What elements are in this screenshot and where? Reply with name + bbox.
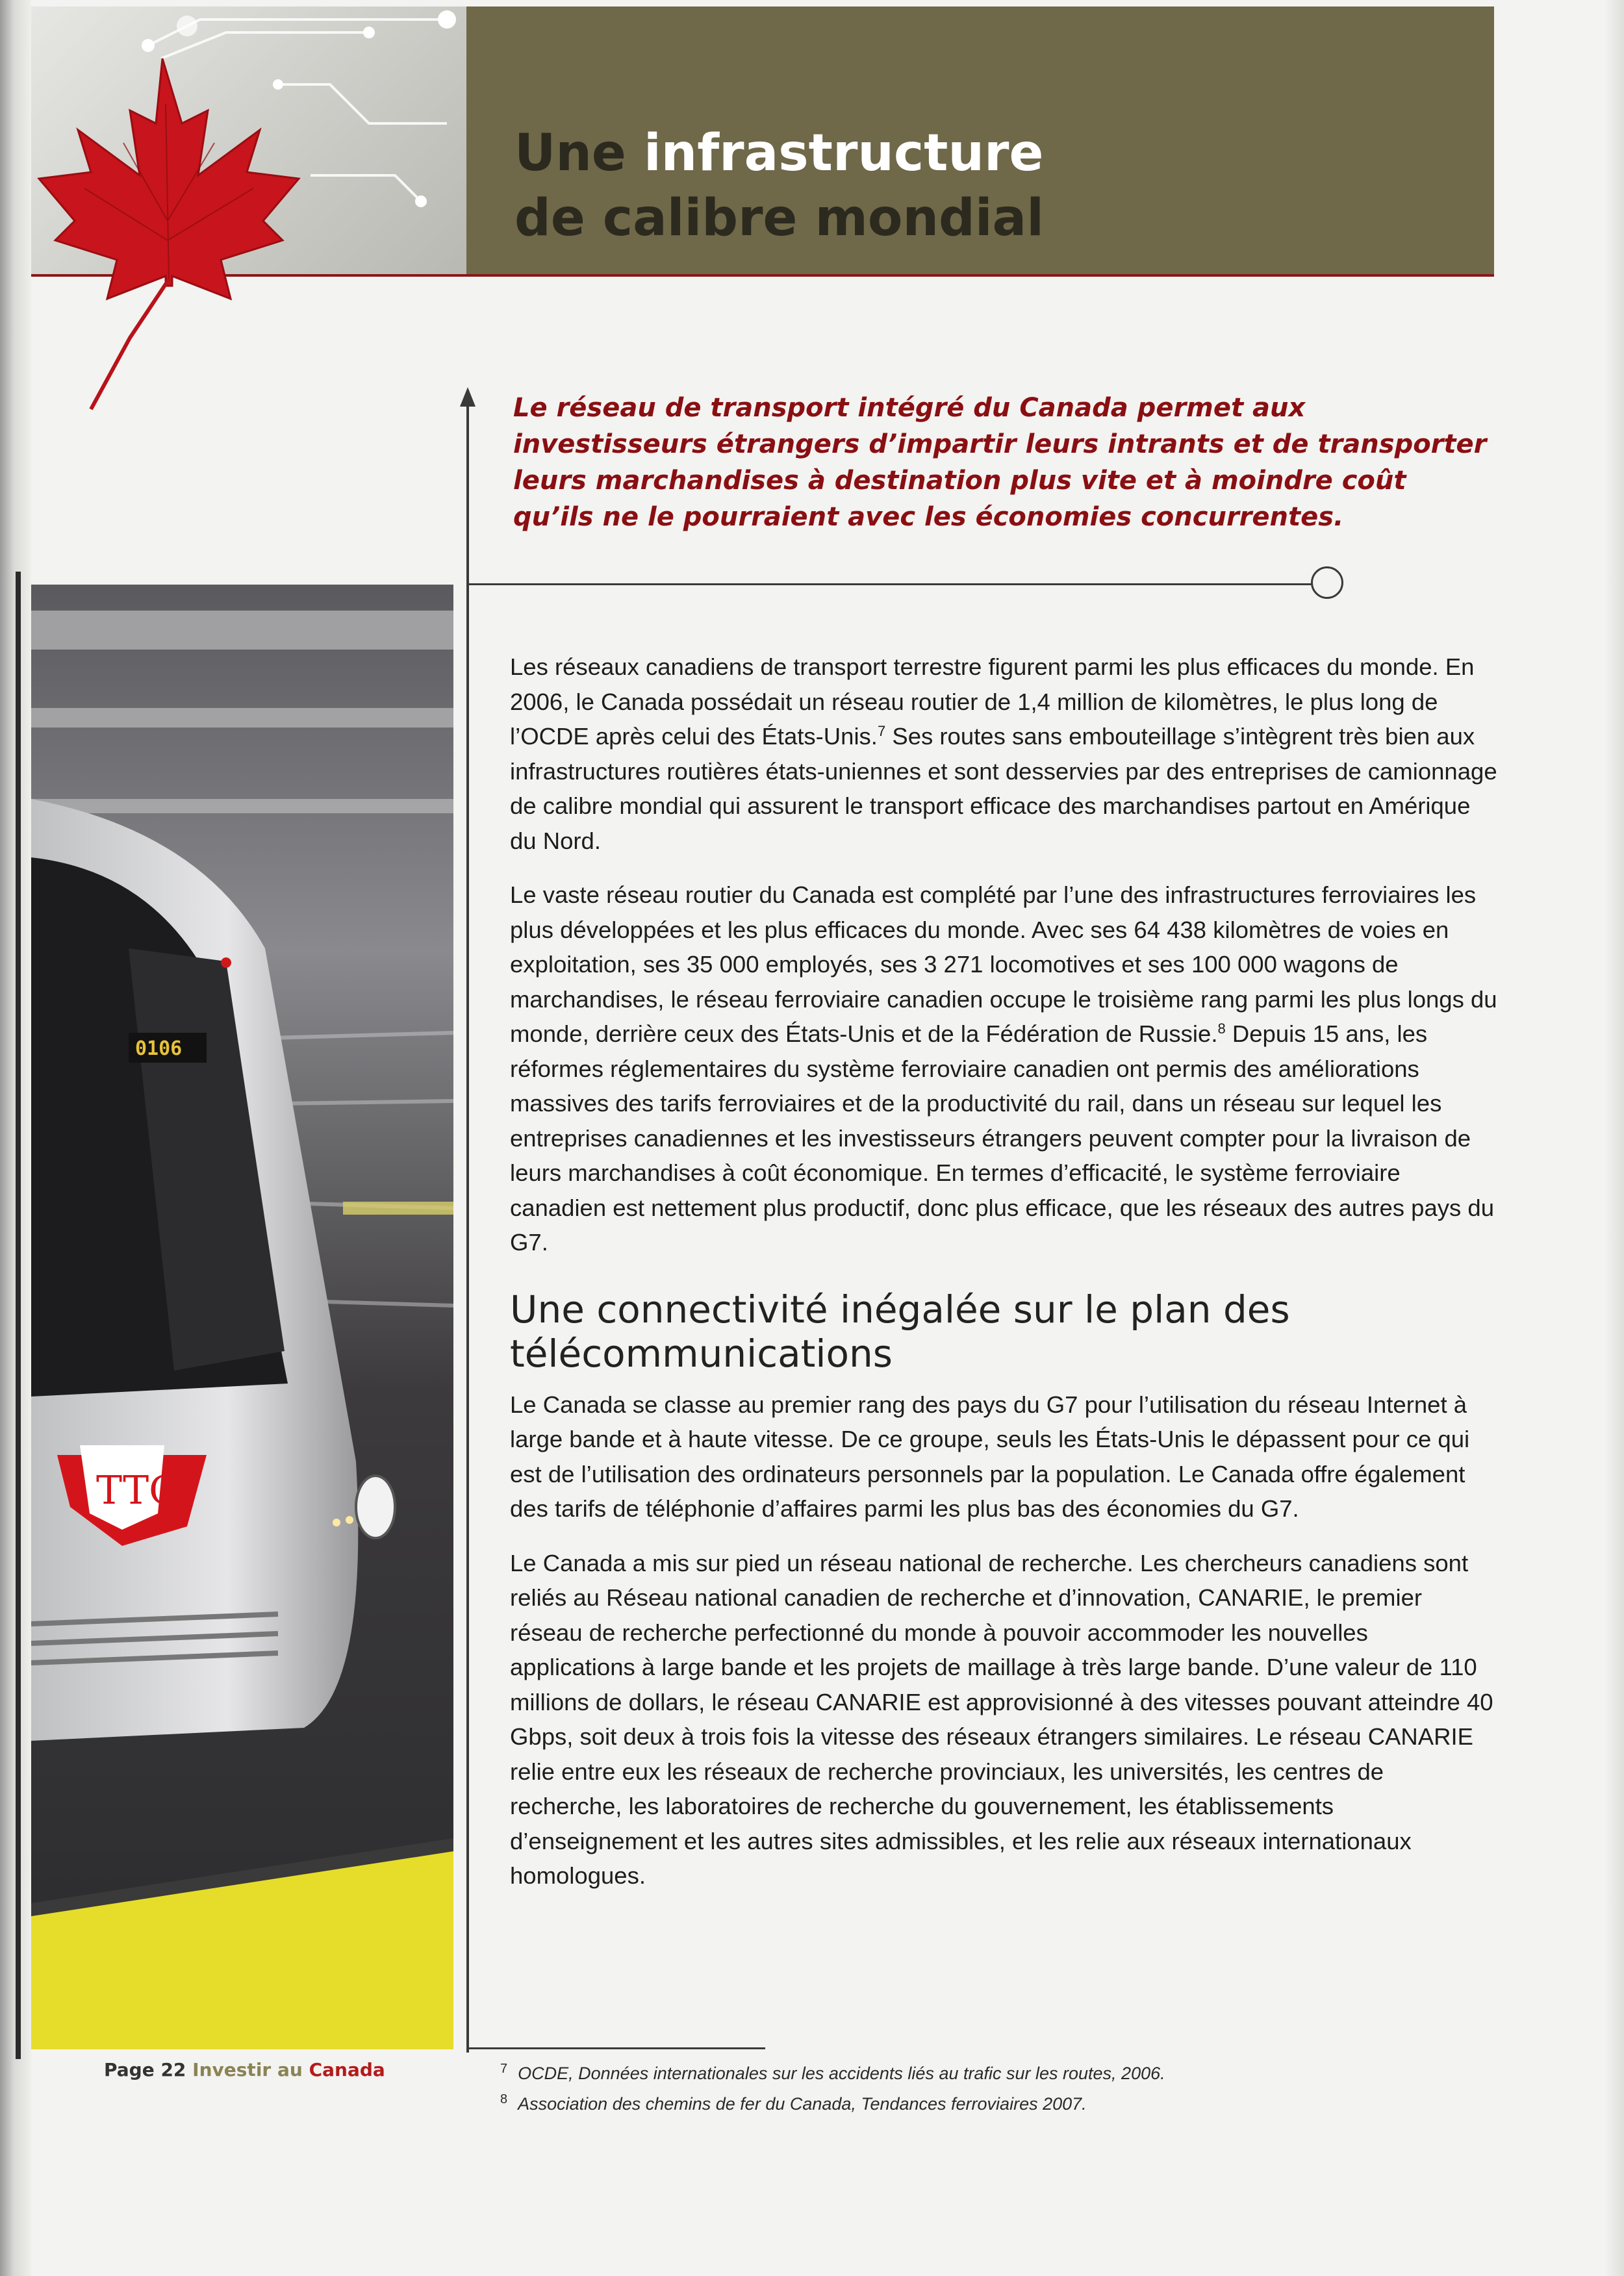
vertical-rule — [466, 396, 469, 2053]
paragraph-text: Ses routes sans embouteillage s’intègrent très bien aux infrastructures routières états-uniennes et sont desservies par des entreprises de camionnage de calibre mondial qui assurent le transport efficace des marchandises partout en Amérique du Nord. — [510, 723, 1497, 854]
ttc-logo-text: TTC — [96, 1468, 179, 1513]
footnote-ref-8: 8 — [1217, 1020, 1226, 1037]
subway-train-image — [31, 585, 453, 2049]
footnote-ref-7: 7 — [877, 722, 886, 739]
body-text — [510, 650, 1497, 1913]
title-part-une: Une — [514, 124, 626, 183]
maple-leaf-icon — [26, 26, 312, 416]
paragraph-text: Le vaste réseau routier du Canada est complété par l’une des infrastructures ferroviaires les plus développées et les plus efficaces du monde. Avec ses 64 438 kilomètres de voies en exploitation, ses 35 000 employés, ses 3 271 locomotives et ses 100 000 wagons de marchandises, le réseau ferroviaire canadien occupe le troisième rang parmi les plus longs du monde, derrière ceux des États-Unis et de la Fédération de Russie. — [510, 881, 1497, 1047]
footnote-number: 7 — [500, 2062, 508, 2076]
page-folio — [104, 2059, 385, 2080]
page-number: Page 22 — [104, 2059, 186, 2080]
divider-circle-icon — [1311, 566, 1343, 599]
folio-brand-1: Investir au — [192, 2059, 303, 2080]
binding-line — [16, 572, 21, 2059]
footnote-7 — [500, 2056, 1410, 2086]
paragraph-text: Les réseaux canadiens de transport terrestre figurent parmi les plus efficaces du monde. En 2006, le Canada possédait un réseau routier de 1,4 million de kilomètres, le plus long de l’OCDE après celui des États-Unis. — [510, 653, 1475, 750]
footnote-text: Association des chemins de fer du Canada, Tendances ferroviaires 2007. — [518, 2094, 1087, 2114]
paragraph-road-network — [510, 650, 1497, 858]
footnote-text: OCDE, Données internationales sur les accidents liés au trafic sur les routes, 2006. — [518, 2064, 1165, 2083]
page-title — [514, 121, 1044, 251]
footnote-8 — [500, 2086, 1410, 2117]
title-part-infrastructure: infrastructure — [643, 124, 1044, 183]
footnote-number: 8 — [500, 2092, 508, 2106]
paragraph-text: Depuis 15 ans, les réformes réglementaires du système ferroviaire canadien ont permis des améliorations massives des tarifs ferroviaires et de la productivité du rail, dans un réseau sur lequel les entreprises canadiennes et les investisseurs étrangers peuvent compter pour la livraison de leurs marchandises à coût économique. En termes d’efficacité, le système ferroviaire canadien est nettement plus productif, donc plus efficace, que les réseaux des autres pays du G7. — [510, 1020, 1495, 1256]
title-part-calibre: de calibre mondial — [514, 189, 1044, 247]
footnote-rule — [466, 2047, 765, 2049]
page-shadow — [1605, 0, 1624, 2276]
paragraph-broadband: Le Canada se classe au premier rang des pays du G7 pour l’utilisation du réseau Internet à large bande et à haute vitesse. De ce groupe, seuls les États-Unis le dépassent pour ce qui est de l’utilisation des ordinateurs personnels par la population. Le Canada offre également des tarifs de téléphonie d’affaires parmi les plus bas des économies du G7. — [510, 1391, 1470, 1522]
folio-brand-2: Canada — [309, 2059, 385, 2080]
section-heading-telecom: Une connectivité inégalée sur le plan des télécommunications — [510, 1287, 1290, 1376]
intro-text: Le réseau de transport intégré du Canada permet aux investisseurs étrangers d’impartir leurs intrants et de transporter leurs marchandises à destination plus vite et à moindre coût qu’ils ne le pourraient avec les économies concurrentes. — [513, 393, 1487, 532]
section-divider — [466, 583, 1319, 585]
train-number: 0106 — [135, 1037, 183, 1060]
paragraph-rail-network — [510, 878, 1497, 1260]
paragraph-canarie: Le Canada a mis sur pied un réseau national de recherche. Les chercheurs canadiens sont reliés au Réseau national canadien de recherche et d’innovation, CANARIE, le premier réseau de recherche perfectionné du monde à pouvoir accommoder les nouvelles applications à large bande et les projets de maillage à très large bande. D’une valeur de 110 millions de dollars, le réseau CANARIE est approvisionné à des vitesses pouvant atteindre 40 Gbps, soit deux à trois fois la vitesse des réseaux étrangers similaires. Le réseau CANARIE relie entre eux les réseaux de recherche provinciaux, les universités, les centres de recherche, les laboratoires de recherche du gouvernement, les établissements d’enseignement et les autres sites admissibles, et les relie aux réseaux internationaux homologues. — [510, 1549, 1493, 1889]
footnotes — [500, 2056, 1410, 2117]
